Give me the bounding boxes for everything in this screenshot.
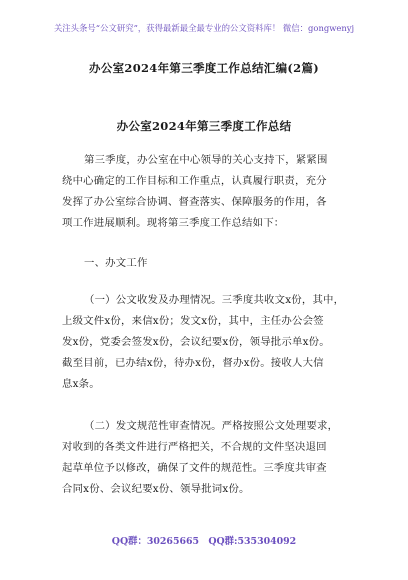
section-title: 办公室2024年第三季度工作总结 — [116, 119, 292, 133]
paragraph-line: 项工作进展顺利。现将第三季度工作总结如下： — [62, 217, 285, 229]
header-banner: 关注头条号“公文研究”，获得最新最全最专业的公文资料库！ 微信：gongwenyj — [53, 23, 355, 33]
paragraph-line: 上级文件x份，来信x份；发文x份，其中，主任办公会签 — [62, 315, 324, 327]
paragraph-line: 起草单位予以修改，确保了文件的规范性。三季度共审查 — [62, 462, 327, 474]
paragraph-line: 第三季度，办公室在中心领导的关心支持下，紧紧围 — [84, 154, 328, 166]
paragraph-document-handling — [62, 290, 358, 395]
paragraph-line: 合同x份、会议纪要x份、领导批词x份。 — [62, 483, 250, 495]
paragraph-line: 发x份，党委会签发x份，会议纪要x份，领导批示单x份。 — [62, 336, 330, 348]
footer-contact — [0, 533, 408, 547]
paragraph-line: 息x条。 — [62, 378, 100, 390]
heading-office-document-work: 一、办文工作 — [84, 257, 148, 269]
document-title: 办公室2024年第三季度工作总结汇编(2篇) — [89, 61, 319, 75]
paragraph-line: 截至目前，已办结x份，待办x份，督办x份。接收人大信 — [62, 357, 324, 369]
qq-group-1: QQ群：30265665 — [111, 536, 200, 547]
paragraph-line: 对收到的各类文件进行严格把关，不合规的文件坚决退回 — [62, 441, 327, 453]
paragraph-document-review — [62, 416, 358, 500]
paragraph-line: （二）发文规范性审查情况。严格按照公文处理要求， — [84, 420, 339, 432]
paragraph-line: （一）公文收发及办理情况。三季度共收文x份，其中， — [84, 294, 345, 306]
paragraph-line: 绕中心确定的工作目标和工作重点，认真履行职责，充分 — [62, 175, 327, 187]
qq-group-2: QQ群:535304092 — [208, 536, 297, 547]
intro-paragraph — [62, 150, 358, 234]
paragraph-line: 发挥了办公室综合协调、督查落实、保障服务的作用，各 — [62, 196, 327, 208]
